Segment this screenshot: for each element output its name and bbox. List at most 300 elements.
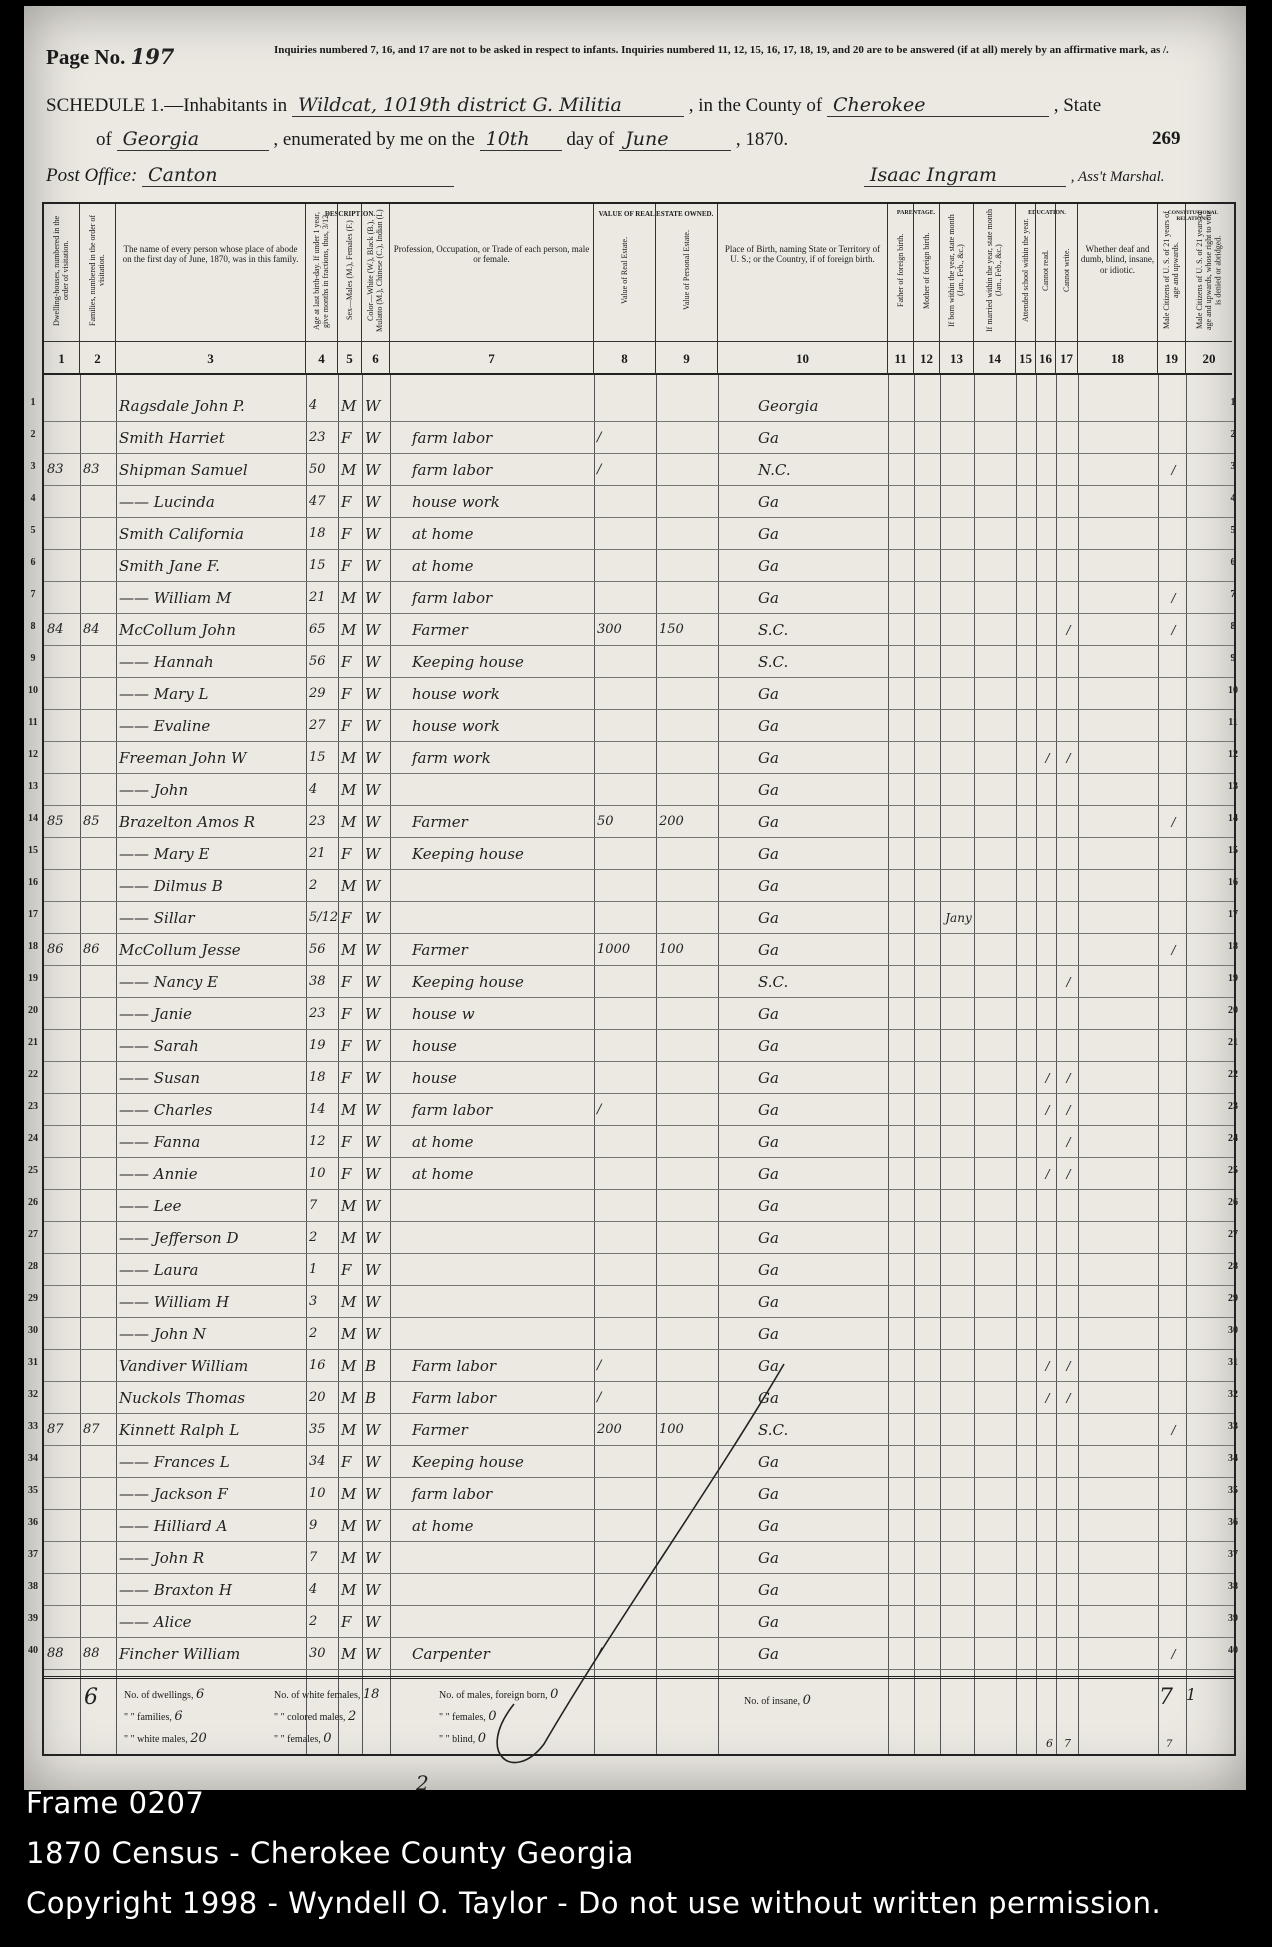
cell-sex: M xyxy=(341,1229,357,1247)
cell-family: 83 xyxy=(83,462,100,477)
cell-c19: / xyxy=(1171,1423,1176,1437)
cell-c19: / xyxy=(1171,815,1176,829)
cell-family xyxy=(80,1221,116,1253)
cell-c17 xyxy=(1056,517,1078,549)
summary-colored-males xyxy=(274,1709,356,1724)
cell-age: 29 xyxy=(309,686,326,701)
cell-occupation xyxy=(390,1317,594,1349)
cell-c19 xyxy=(1158,645,1186,677)
cell-c17: / xyxy=(1066,1071,1071,1085)
cell-age: 23 xyxy=(309,814,326,829)
cell-dwelling xyxy=(44,1605,80,1637)
cell-name: McCollum Jesse xyxy=(119,941,241,959)
cell-family xyxy=(80,1477,116,1509)
cell-color: W xyxy=(365,813,381,831)
cell-c17: / xyxy=(1066,1167,1071,1181)
post-office-label: Post Office: xyxy=(46,165,138,186)
cell-color: W xyxy=(365,1549,381,1567)
cell-c16 xyxy=(1036,1285,1056,1317)
caption-copyright: Copyright 1998 - Wyndell O. Taylor - Do not use without written permission. xyxy=(26,1886,1162,1920)
cell-birthplace: S.C. xyxy=(758,653,789,671)
line-number: 9 xyxy=(30,653,36,664)
column-header-label: Sex—Males (M.), Females (F.) xyxy=(344,220,354,321)
cell-dwelling xyxy=(44,1317,80,1349)
cell-c19 xyxy=(1158,869,1186,901)
line-number: 34 xyxy=(28,1453,38,1464)
cell-dwelling: 88 xyxy=(47,1646,64,1661)
cell-family xyxy=(80,997,116,1029)
cell-c19 xyxy=(1158,1029,1186,1061)
cell-birthplace: Ga xyxy=(758,1069,779,1087)
cell-family xyxy=(80,837,116,869)
cell-c16 xyxy=(1036,1445,1056,1477)
column-header-8 xyxy=(594,204,656,341)
summary-families xyxy=(124,1709,183,1724)
cell-color: W xyxy=(365,653,381,671)
group-constitutional: CONSTITUTIONAL RELATIONS. xyxy=(1167,210,1219,222)
cell-age: 16 xyxy=(309,1358,326,1373)
cell-age: 15 xyxy=(309,558,326,573)
column-number: 18 xyxy=(1078,341,1158,375)
cell-dwelling xyxy=(44,1573,80,1605)
cell-dwelling xyxy=(44,901,80,933)
cell-c13 xyxy=(940,1221,974,1253)
census-sheet xyxy=(24,6,1246,1795)
cell-c13 xyxy=(940,1285,974,1317)
column-header-label: Cannot write. xyxy=(1061,248,1071,293)
cell-color: W xyxy=(365,397,381,415)
cell-c19 xyxy=(1158,389,1186,421)
column-number: 16 xyxy=(1036,341,1056,375)
page-number-label xyxy=(46,44,174,70)
line-number: 4 xyxy=(1230,493,1236,504)
cell-family xyxy=(80,389,116,421)
county-value: Cherokee xyxy=(827,94,1049,117)
cell-c16 xyxy=(1036,1605,1056,1637)
cell-c16 xyxy=(1036,1573,1056,1605)
cell-c17 xyxy=(1056,1509,1078,1541)
cell-name: Ragsdale John P. xyxy=(119,397,245,415)
column-header-label: Father of foreign birth. xyxy=(895,233,905,308)
cell-family xyxy=(80,1061,116,1093)
cell-name: Kinnett Ralph L xyxy=(119,1421,240,1439)
cell-c17 xyxy=(1056,421,1078,453)
line-number: 36 xyxy=(1228,1517,1238,1528)
colored-males-value: 2 xyxy=(347,1709,357,1724)
table-row xyxy=(44,645,1234,678)
enumeration-line xyxy=(96,128,788,151)
line-number: 31 xyxy=(1228,1357,1238,1368)
column-header-label: Whether deaf and dumb, blind, insane, or idiotic. xyxy=(1080,244,1155,275)
cell-family xyxy=(80,1541,116,1573)
table-row xyxy=(44,517,1234,550)
cell-c17 xyxy=(1056,581,1078,613)
cell-occupation: at home xyxy=(412,1517,474,1535)
cell-personal xyxy=(656,1253,718,1285)
state-value: Georgia xyxy=(117,128,269,151)
county-label: , in the County of xyxy=(688,95,823,116)
column-number: 14 xyxy=(974,341,1016,375)
cell-c13 xyxy=(940,741,974,773)
cell-c16 xyxy=(1036,1029,1056,1061)
cell-personal xyxy=(656,453,718,485)
cell-sex: M xyxy=(341,1517,357,1535)
table-row xyxy=(44,389,1234,422)
column-header-20 xyxy=(1186,204,1232,341)
cell-personal xyxy=(656,869,718,901)
cell-real: / xyxy=(597,1358,602,1373)
census-table xyxy=(42,202,1236,1795)
cell-c13 xyxy=(940,709,974,741)
line-number: 14 xyxy=(28,813,38,824)
summary-white-males xyxy=(124,1731,207,1746)
line-number: 29 xyxy=(1228,1293,1238,1304)
line-number: 1 xyxy=(30,397,36,408)
cell-c16 xyxy=(1036,709,1056,741)
cell-color: W xyxy=(365,909,381,927)
line-number: 10 xyxy=(28,685,38,696)
cell-c16 xyxy=(1036,805,1056,837)
table-row xyxy=(44,1221,1234,1254)
cell-c19 xyxy=(1158,1605,1186,1637)
cell-birthplace: Ga xyxy=(758,1549,779,1567)
cell-age: 10 xyxy=(309,1166,326,1181)
table-row xyxy=(44,1285,1234,1318)
cell-occupation: farm labor xyxy=(412,429,493,447)
day-of-label: day of xyxy=(566,129,615,150)
cell-personal xyxy=(656,1061,718,1093)
cell-family xyxy=(80,645,116,677)
year-value: , 1870. xyxy=(735,129,789,150)
cell-occupation: Farm labor xyxy=(412,1389,497,1407)
white-males-label: " " white males, xyxy=(124,1734,188,1745)
line-number: 31 xyxy=(28,1357,38,1368)
foreign-females-value: 0 xyxy=(488,1709,497,1724)
column-header-15 xyxy=(1016,204,1036,341)
column-header-label: If born within the year, state month (Jan., Feb., &c.) xyxy=(947,214,966,327)
column-header-label: The name of every person whose place of abode on the first day of June, 1870, was in this family. xyxy=(122,244,299,265)
line-number: 22 xyxy=(28,1069,38,1080)
cell-color: W xyxy=(365,1197,381,1215)
line-number: 19 xyxy=(28,973,38,984)
column-header-10 xyxy=(718,204,888,341)
line-number: 37 xyxy=(1228,1549,1238,1560)
cell-c17 xyxy=(1056,837,1078,869)
cell-sex: M xyxy=(341,397,357,415)
cell-family xyxy=(80,965,116,997)
cell-sex: F xyxy=(341,1261,352,1279)
cell-name: —— Sarah xyxy=(119,1037,199,1055)
cell-real xyxy=(594,1125,656,1157)
column-number: 17 xyxy=(1056,341,1078,375)
cell-age: 50 xyxy=(309,462,326,477)
cell-family: 84 xyxy=(83,622,100,637)
cell-c13 xyxy=(940,613,974,645)
cell-age: 2 xyxy=(309,878,318,893)
cell-c19 xyxy=(1158,1253,1186,1285)
line-number: 8 xyxy=(1230,621,1236,632)
cell-name: —— Hannah xyxy=(119,653,214,671)
cell-c16 xyxy=(1036,1189,1056,1221)
table-row xyxy=(44,837,1234,870)
line-number: 13 xyxy=(28,781,38,792)
cell-occupation: Farmer xyxy=(412,813,468,831)
cell-personal xyxy=(656,1189,718,1221)
cell-age: 27 xyxy=(309,718,326,733)
cell-age: 7 xyxy=(309,1198,318,1213)
cell-c16 xyxy=(1036,1509,1056,1541)
cell-c19 xyxy=(1158,837,1186,869)
cell-dwelling xyxy=(44,1477,80,1509)
line-number: 14 xyxy=(1228,813,1238,824)
cell-real xyxy=(594,485,656,517)
cell-family xyxy=(80,1125,116,1157)
cell-real xyxy=(594,1221,656,1253)
cell-birthplace: Ga xyxy=(758,1165,779,1183)
line-number: 35 xyxy=(1228,1485,1238,1496)
cell-c16 xyxy=(1036,421,1056,453)
cell-sex: M xyxy=(341,1325,357,1343)
column-number: 9 xyxy=(656,341,718,375)
cell-c19: / xyxy=(1171,463,1176,477)
cell-sex: F xyxy=(341,1453,352,1471)
cell-age: 1 xyxy=(309,1262,318,1277)
line-number: 6 xyxy=(30,557,36,568)
cell-real xyxy=(594,1061,656,1093)
cell-c16 xyxy=(1036,1637,1056,1669)
cell-birthplace: Ga xyxy=(758,1389,779,1407)
cell-color: W xyxy=(365,1581,381,1599)
cell-c17 xyxy=(1056,1605,1078,1637)
cell-birthplace: Ga xyxy=(758,781,779,799)
cell-dwelling xyxy=(44,421,80,453)
line-number: 16 xyxy=(1228,877,1238,888)
cell-c17 xyxy=(1056,453,1078,485)
column-header-label: Place of Birth, naming State or Territory of U. S.; or the Country, if of foreign birth. xyxy=(724,244,881,265)
cell-name: Smith Harriet xyxy=(119,429,225,447)
cell-birthplace: Ga xyxy=(758,1229,779,1247)
line-number: 15 xyxy=(1228,845,1238,856)
cell-name: —— Charles xyxy=(119,1101,213,1119)
column-header-6 xyxy=(362,204,390,341)
cell-c19 xyxy=(1158,421,1186,453)
cell-c13 xyxy=(940,1573,974,1605)
column-number: 3 xyxy=(116,341,306,375)
cell-name: —— John N xyxy=(119,1325,207,1343)
cell-c16: / xyxy=(1045,1071,1050,1085)
cell-dwelling: 83 xyxy=(47,462,64,477)
cell-color: W xyxy=(365,1293,381,1311)
white-males-value: 20 xyxy=(190,1731,207,1746)
cell-age: 10 xyxy=(309,1486,326,1501)
cell-family xyxy=(80,901,116,933)
cell-personal xyxy=(656,549,718,581)
col19-total-small: 7 xyxy=(1166,1739,1173,1750)
line-number: 21 xyxy=(1228,1037,1238,1048)
cell-name: —— Susan xyxy=(119,1069,201,1087)
insane-value: 0 xyxy=(802,1693,811,1708)
cell-age: 4 xyxy=(309,782,318,797)
column-header-14 xyxy=(974,204,1016,341)
cell-color: W xyxy=(365,877,381,895)
column-number: 13 xyxy=(940,341,974,375)
cell-age: 4 xyxy=(309,1582,318,1597)
cell-family xyxy=(80,869,116,901)
cell-sex: F xyxy=(341,909,352,927)
line-number: 39 xyxy=(28,1613,38,1624)
cell-age: 56 xyxy=(309,942,326,957)
cell-c17 xyxy=(1056,1029,1078,1061)
dwellings-label: No. of dwellings, xyxy=(124,1690,194,1701)
cell-birthplace: Ga xyxy=(758,1133,779,1151)
cell-personal xyxy=(656,485,718,517)
cell-birthplace: Ga xyxy=(758,813,779,831)
cell-birthplace: Ga xyxy=(758,589,779,607)
cell-c17 xyxy=(1056,709,1078,741)
families-value: 6 xyxy=(174,1709,183,1724)
cell-name: —— Lucinda xyxy=(119,493,215,511)
cell-c13 xyxy=(940,1509,974,1541)
cell-name: —— Hilliard A xyxy=(119,1517,228,1535)
line-number: 9 xyxy=(1230,653,1236,664)
cell-c16 xyxy=(1036,1125,1056,1157)
pen-stroke xyxy=(484,1364,804,1764)
cell-c19: / xyxy=(1171,1647,1176,1661)
cell-occupation: at home xyxy=(412,1133,474,1151)
cell-c19: / xyxy=(1171,623,1176,637)
cell-dwelling xyxy=(44,1061,80,1093)
cell-c16 xyxy=(1036,1253,1056,1285)
cell-name: —— Braxton H xyxy=(119,1581,232,1599)
cell-sex: M xyxy=(341,1293,357,1311)
cell-personal: 100 xyxy=(659,1422,684,1437)
post-office-line xyxy=(46,164,454,187)
cell-dwelling xyxy=(44,1157,80,1189)
cell-birthplace: Ga xyxy=(758,845,779,863)
cell-c16 xyxy=(1036,1317,1056,1349)
cell-family xyxy=(80,1189,116,1221)
cell-birthplace: Ga xyxy=(758,429,779,447)
cell-sex: M xyxy=(341,1645,357,1663)
cell-sex: F xyxy=(341,685,352,703)
cell-age: 2 xyxy=(309,1614,318,1629)
table-row xyxy=(44,613,1234,646)
column-number: 19 xyxy=(1158,341,1186,375)
column-header-12 xyxy=(914,204,940,341)
cell-name: Fincher William xyxy=(119,1645,241,1663)
line-number: 17 xyxy=(28,909,38,920)
cell-personal xyxy=(656,965,718,997)
cell-age: 4 xyxy=(309,398,318,413)
cell-real xyxy=(594,837,656,869)
cell-occupation: farm labor xyxy=(412,1101,493,1119)
cell-c19: / xyxy=(1171,591,1176,605)
column-header-16 xyxy=(1036,204,1056,341)
cell-personal: 150 xyxy=(659,622,684,637)
cell-occupation: house xyxy=(412,1037,457,1055)
line-number: 13 xyxy=(1228,781,1238,792)
cell-personal xyxy=(656,1093,718,1125)
group-parentage: PARENTAGE. xyxy=(896,210,936,216)
table-row xyxy=(44,869,1234,902)
column-header-17 xyxy=(1056,204,1078,341)
cell-dwelling: 85 xyxy=(47,814,64,829)
cell-personal xyxy=(656,421,718,453)
cell-family xyxy=(80,1317,116,1349)
cell-age: 20 xyxy=(309,1390,326,1405)
group-description: DESCRIPTION. xyxy=(324,210,376,218)
cell-sex: M xyxy=(341,749,357,767)
cell-c13 xyxy=(940,1253,974,1285)
cell-family xyxy=(80,1029,116,1061)
cell-family xyxy=(80,1285,116,1317)
cell-birthplace: Ga xyxy=(758,749,779,767)
cell-c19 xyxy=(1158,1189,1186,1221)
line-number: 24 xyxy=(28,1133,38,1144)
column-number: 4 xyxy=(306,341,338,375)
cell-dwelling: 86 xyxy=(47,942,64,957)
cell-c16 xyxy=(1036,965,1056,997)
cell-color: B xyxy=(365,1389,377,1407)
cell-color: W xyxy=(365,1069,381,1087)
cell-personal xyxy=(656,517,718,549)
cell-sex: F xyxy=(341,525,352,543)
cell-color: W xyxy=(365,781,381,799)
cell-family xyxy=(80,485,116,517)
col19-total: 7 xyxy=(1159,1685,1173,1710)
table-row xyxy=(44,421,1234,454)
cell-occupation: Farmer xyxy=(412,1421,468,1439)
cell-color: W xyxy=(365,589,381,607)
column-header-label: Mother of foreign birth. xyxy=(921,232,931,309)
cell-birthplace: Ga xyxy=(758,1197,779,1215)
cell-personal xyxy=(656,645,718,677)
column-header-label: Cannot read. xyxy=(1040,250,1050,291)
cell-name: —— Jackson F xyxy=(119,1485,228,1503)
cell-c16 xyxy=(1036,1221,1056,1253)
cell-birthplace: Ga xyxy=(758,1101,779,1119)
cell-dwelling xyxy=(44,517,80,549)
cell-dwelling xyxy=(44,1029,80,1061)
cell-c16 xyxy=(1036,485,1056,517)
table-row xyxy=(44,1061,1234,1094)
column-header-label: Families, numbered in the order of visitation. xyxy=(88,214,107,327)
table-row xyxy=(44,1093,1234,1126)
month-value: June xyxy=(619,128,731,151)
cell-dwelling xyxy=(44,1541,80,1573)
cell-c17 xyxy=(1056,1221,1078,1253)
cell-c13 xyxy=(940,1541,974,1573)
cell-color: W xyxy=(365,1645,381,1663)
col16-total: 6 xyxy=(1046,1737,1053,1750)
cell-c16 xyxy=(1036,901,1056,933)
schedule-label: SCHEDULE 1.—Inhabitants in xyxy=(46,95,288,116)
cell-c16 xyxy=(1036,997,1056,1029)
cell-birthplace: Ga xyxy=(758,1293,779,1311)
cell-occupation: Farm labor xyxy=(412,1357,497,1375)
cell-occupation: house work xyxy=(412,685,500,703)
cell-c16 xyxy=(1036,613,1056,645)
cell-occupation: Keeping house xyxy=(412,653,524,671)
line-number: 20 xyxy=(28,1005,38,1016)
cell-color: W xyxy=(365,1133,381,1151)
cell-c17 xyxy=(1056,1637,1078,1669)
cell-family xyxy=(80,1157,116,1189)
cell-birthplace: Ga xyxy=(758,1037,779,1055)
line-number: 10 xyxy=(1228,685,1238,696)
cell-c17 xyxy=(1056,869,1078,901)
cell-real xyxy=(594,389,656,421)
